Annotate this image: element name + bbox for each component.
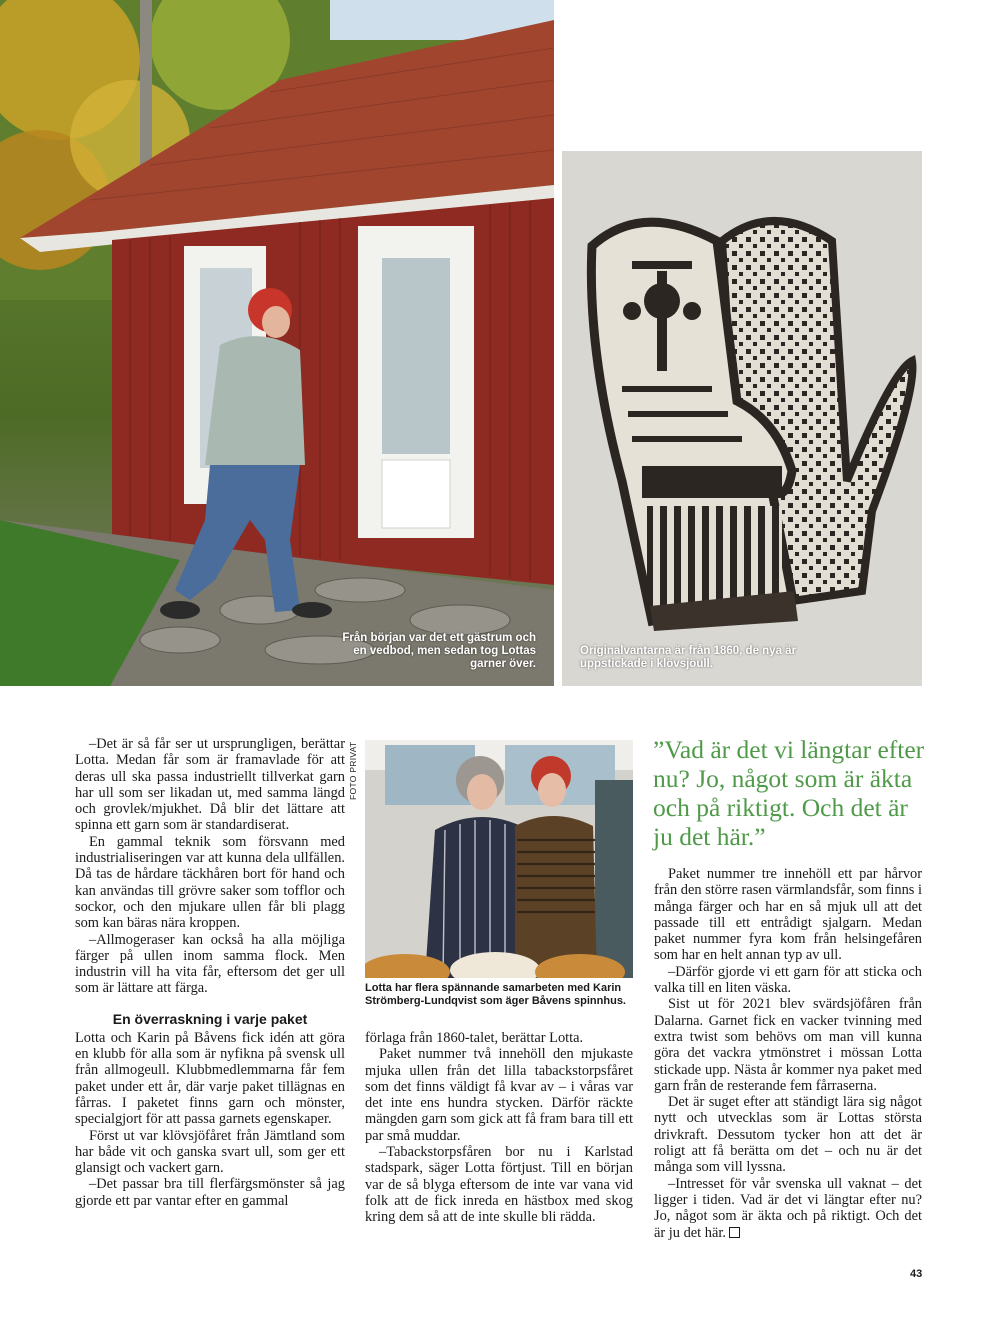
mittens-photo-caption: Originalvantarna är från 1860, de nya är uppstickade i klövsjöull. <box>580 645 797 670</box>
women-photo <box>365 740 633 978</box>
final-paragraph-text: –Intresset för vår svenska ull vaknat – det ligger i tiden. Vad är det vi längtar efter nu? Jo, något som är äkta och på riktigt. Och det är ju det här. <box>654 1175 922 1241</box>
text-column-2 <box>365 1030 633 1226</box>
photo-credit: FOTO PRIVAT <box>348 741 358 800</box>
paragraph: Paket nummer två innehöll den mjukaste mjuka ullen från det lilla tabackstorpsfåret som det finns väldigt få kvar av – i våras var det inte ens hundra stycken. Därför räckte mängden garn som gick att få fram bara till ett par små muddar. <box>365 1046 633 1144</box>
mittens-photo <box>562 151 922 686</box>
page-number: 43 <box>910 1268 923 1280</box>
paragraph: förlaga från 1860-talet, berättar Lotta. <box>365 1030 584 1046</box>
paragraph: Lotta och Karin på Båvens fick idén att göra en klubb för alla som är nyfikna på svensk ull från allmogeull. Klubbmedlemmarna får fem paket under ett år, där varje paket tillägnas en fårras. I paketet finns garn och mönster, specialgjort för att passa garnets egenskaper. <box>75 1029 345 1128</box>
house-photo <box>0 0 554 686</box>
subheading: En överraskning i varje paket <box>112 1010 308 1027</box>
paragraph: –Det är så får ser ut ursprungligen, berättar Lotta. Medan får som är framavlade för att deras ull ska passa industriellt tillverkat garn har ull som ser likadan ut, med samma längd och grovlek/mjukhet. Då blir det lättare att spinna ett garn som är standardiserat. <box>75 736 345 834</box>
house-photo-caption: Från början var det ett gästrum och en vedbod, men sedan tog Lottas garner över. <box>342 632 536 670</box>
text-column-1 <box>75 736 345 1209</box>
paragraph: –Det passar bra till flerfärgsmönster så jag gjorde ett par vantar efter en gammal <box>75 1176 345 1209</box>
paragraph: –Tabackstorpsfåren bor nu i Karlstad stadspark, säger Lotta förtjust. Till en början var de så blyga eftersom de inte var vana vid folk att de fick inreda en hästbox med skog kring dem så att de inte skulle bli rädda. <box>365 1144 633 1226</box>
paragraph: Paket nummer tre innehöll ett par hårvor från den större rasen värmlandsfår, som finns i många färger och har en så mjuk ull att det passade till ett entrådigt sjalgarn. Medan paket nummer fyra kom från helsingefåren som har en helt annan typ av ull. <box>654 866 922 964</box>
paragraph: Sist ut för 2021 blev svärdsjöfåren från Dalarna. Garnet fick en vacker tvinning med extra twist som behövs om man vill kunna göra det vackra ytmönstret i mössan Lotta stickade upp. Nästa år kommer nya paket med garn från de resterande fem fårraserna. <box>654 996 922 1094</box>
women-photo-caption: Lotta har flera spännande samarbeten med Karin Strömberg-Lundqvist som äger Båvens spinnhus. <box>365 982 626 1007</box>
paragraph: –Allmogeraser kan också ha alla möjliga färger på ullen inom samma flock. Men industrin vill ha vita får, eftersom det ger ull som är lättare att färga. <box>75 931 345 997</box>
paragraph: –Därför gjorde vi ett garn för att sticka och valka till en liten väska. <box>654 963 922 997</box>
end-mark-icon <box>729 1227 740 1238</box>
text-column-3 <box>654 866 922 1241</box>
paragraph: En gammal teknik som försvann med industrialiseringen var att kunna dela ullfällen. Då tas de hårdare täckhåren bort för hand och kan användas till grövre saker som tofflor och sockor, och den mjukare ullen får bli plagg som kan bäras nära kroppen. <box>75 833 345 932</box>
paragraph <box>654 1176 922 1241</box>
paragraph: Det är suget efter att ständigt lära sig något nytt och utvecklas som är Lottas största drivkraft. Dessutom tycker hon att det är roligt att få berätta om det – och nu är det många som vill lyssna. <box>654 1094 922 1176</box>
pull-quote: ”Vad är det vi längtar efter nu? Jo, något som är äkta och på riktigt. Och det är ju det här.” <box>653 735 925 851</box>
paragraph: Först ut var klövsjöfåret från Jämtland som har både vit och ganska svart ull, som ger ett glansigt och vackert garn. <box>75 1127 345 1177</box>
